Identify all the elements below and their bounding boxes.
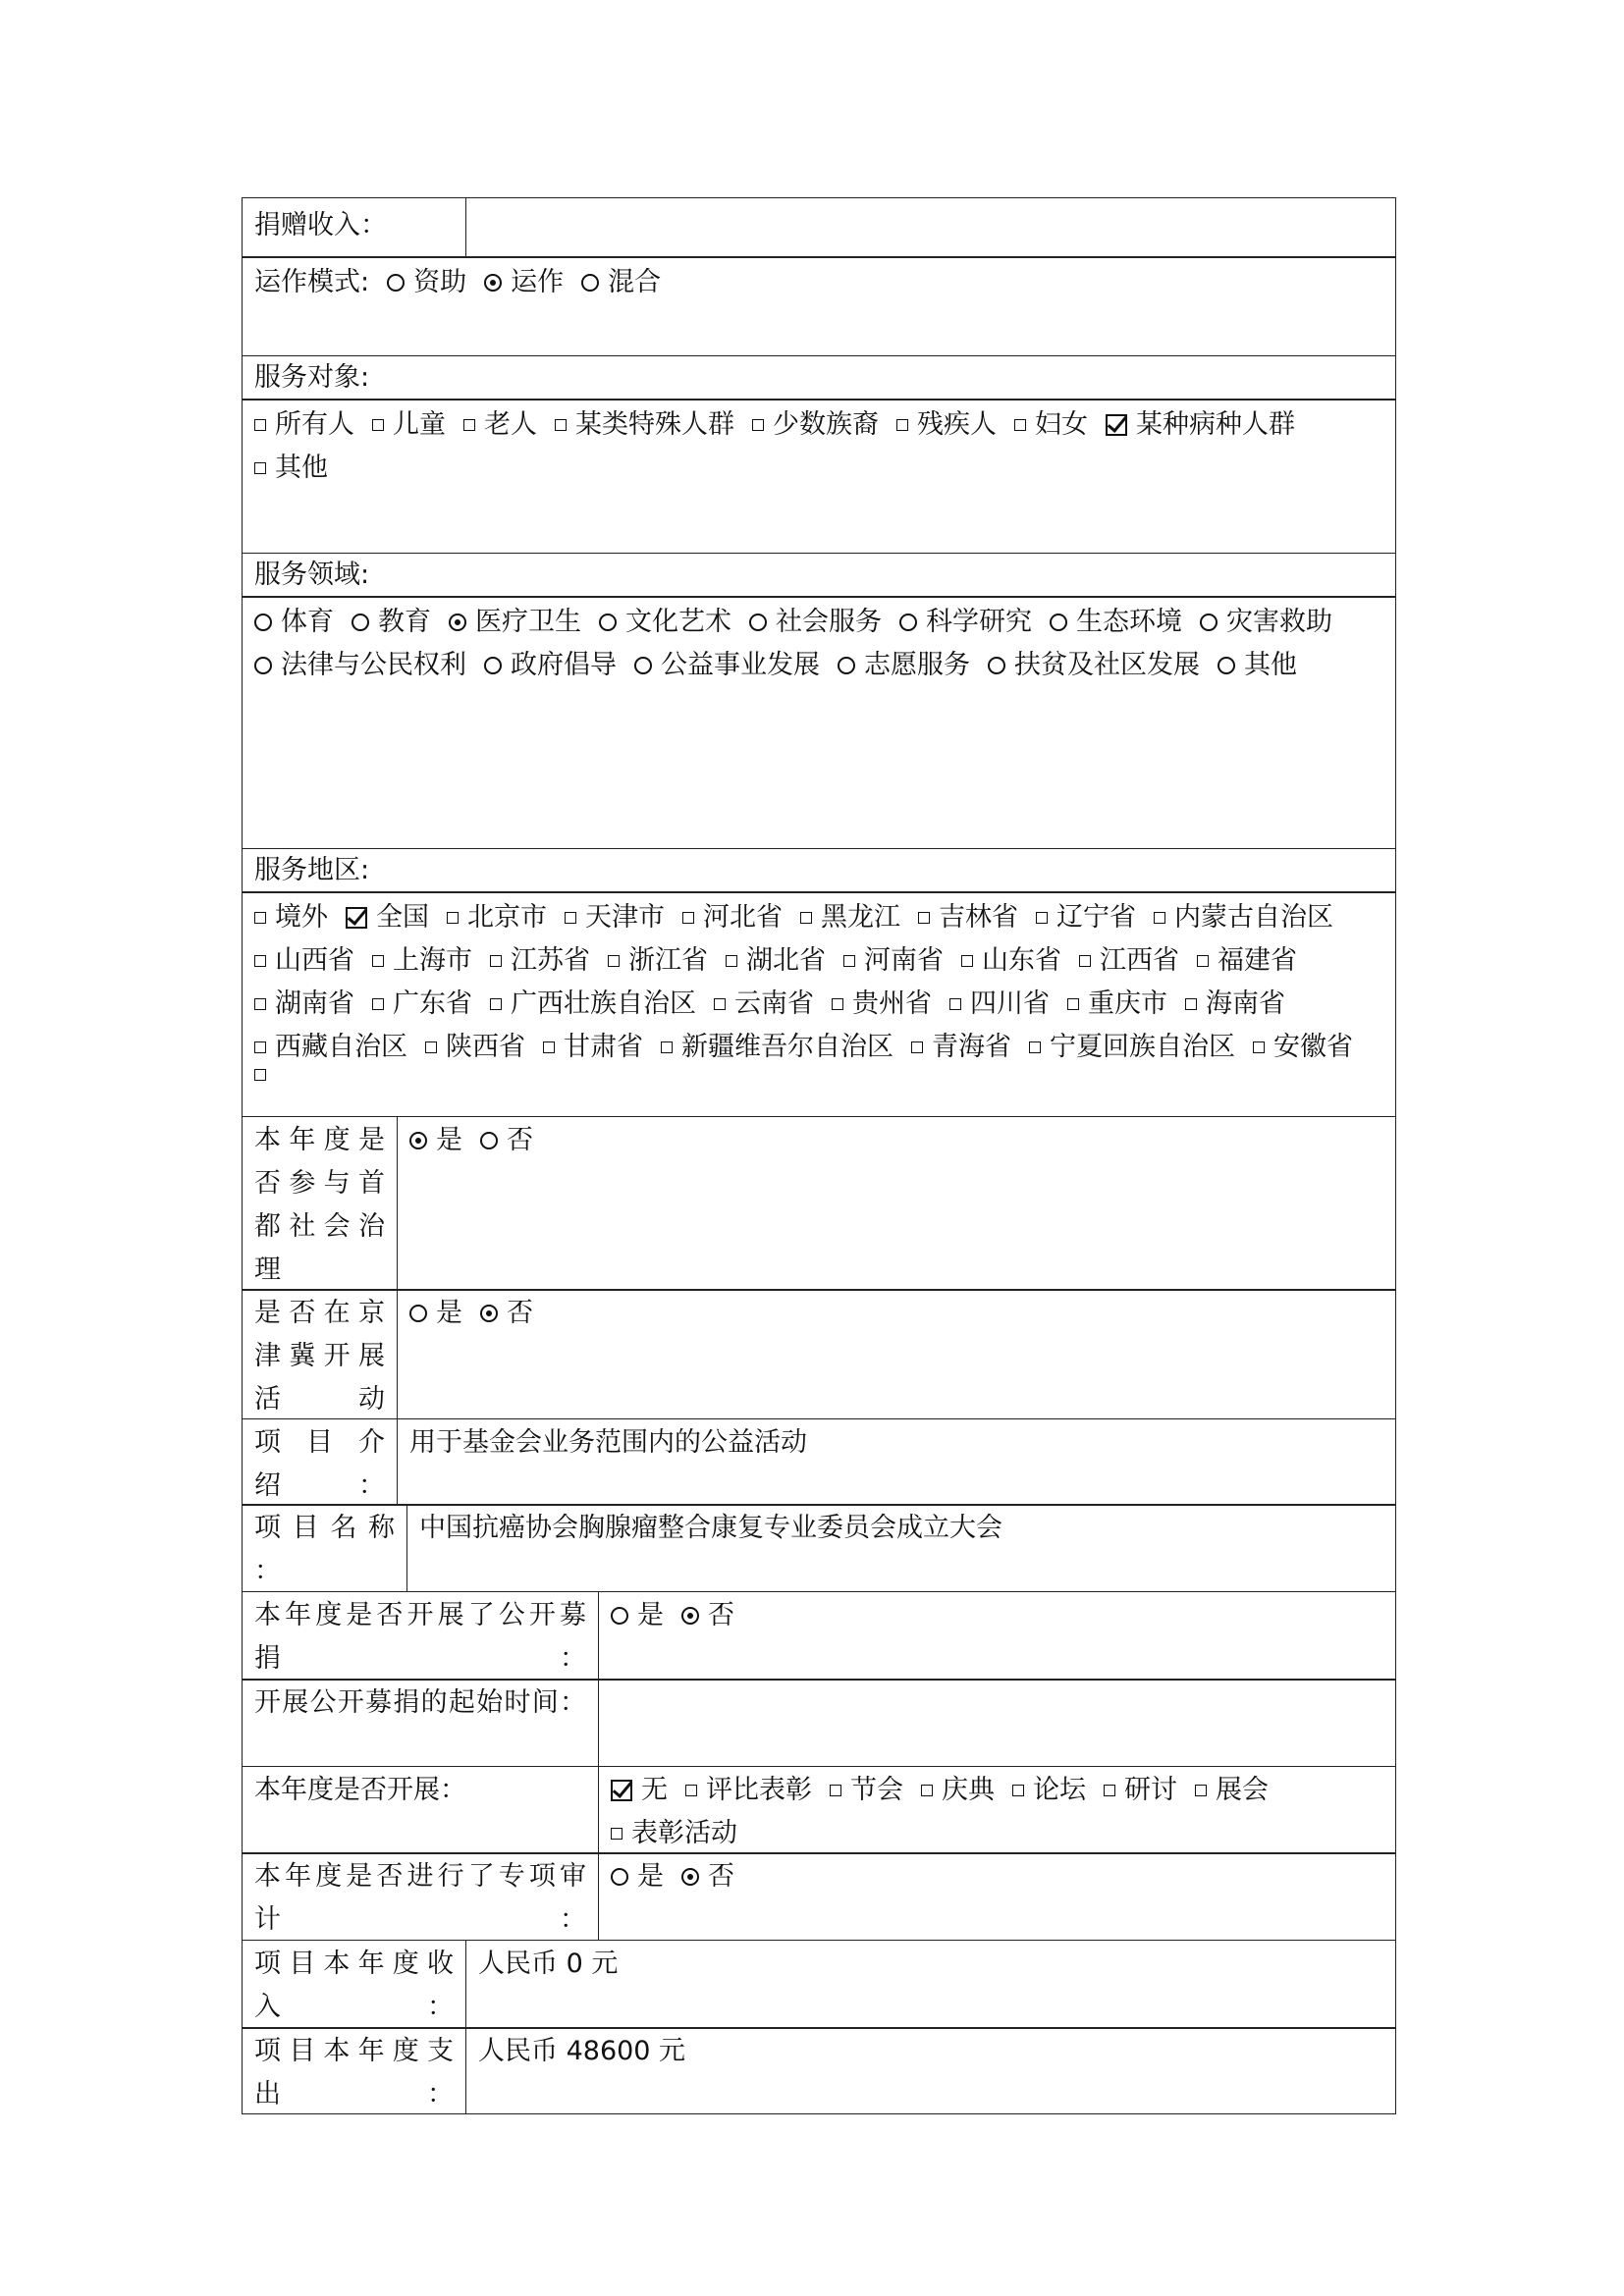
jingjinji-label: 是否在京津冀开展活动: [254, 1298, 385, 1415]
service-region-option[interactable]: [714, 983, 814, 1026]
project-intro-value[interactable]: 用于基金会业务范围内的公益活动: [397, 1419, 1395, 1505]
radio-icon[interactable]: [988, 657, 1005, 674]
radio-icon[interactable]: [480, 1305, 498, 1322]
service-field-option[interactable]: [899, 601, 1032, 644]
option-label: 全国: [376, 902, 429, 933]
service-region-option[interactable]: [425, 1026, 525, 1069]
radio-icon[interactable]: [634, 657, 652, 674]
checkbox-icon[interactable]: [800, 912, 812, 924]
option-label: 论坛: [1033, 1774, 1086, 1805]
checkbox-icon[interactable]: [254, 1069, 266, 1081]
jingjinji-option[interactable]: [480, 1292, 533, 1335]
row-project-income: [242, 1940, 1396, 2029]
option-label: 表彰活动: [631, 1817, 737, 1848]
option-label: 所有人: [275, 409, 354, 440]
option-label: 浙江省: [628, 945, 708, 976]
checkbox-icon[interactable]: [254, 998, 266, 1010]
checkbox-icon[interactable]: [611, 1780, 632, 1801]
option-label: 社会服务: [776, 607, 882, 637]
radio-icon[interactable]: [611, 1868, 628, 1886]
row-public-fundraising: [242, 1591, 1396, 1681]
checkbox-icon[interactable]: [832, 998, 843, 1010]
row-fundraising-start: [242, 1679, 1396, 1767]
public-fundraising-option[interactable]: [611, 1594, 664, 1637]
service-region-option[interactable]: [565, 896, 665, 939]
radio-icon[interactable]: [480, 1132, 498, 1149]
service-region-option[interactable]: [843, 939, 944, 983]
service-field-option[interactable]: [1200, 601, 1332, 644]
checkbox-icon[interactable]: [1012, 1785, 1024, 1796]
option-label: 法律与公民权利: [281, 650, 466, 680]
option-label: 教育: [378, 607, 431, 637]
checkbox-icon[interactable]: [254, 912, 266, 924]
checkbox-icon[interactable]: [425, 1041, 437, 1053]
service-target-option[interactable]: [752, 403, 879, 447]
option-label: 西藏自治区: [275, 1032, 407, 1062]
service-region-option[interactable]: [254, 939, 354, 983]
radio-icon[interactable]: [254, 614, 272, 631]
checkbox-icon[interactable]: [1104, 1785, 1115, 1796]
service-target-label: 服务对象:: [254, 361, 370, 393]
option-label: 是: [436, 1298, 462, 1328]
radio-icon[interactable]: [409, 1305, 427, 1322]
option-label: 甘肃省: [564, 1032, 643, 1062]
option-label: 江苏省: [511, 945, 590, 976]
row-service-target: [242, 399, 1396, 554]
activities-option[interactable]: [611, 1812, 737, 1855]
service-region-option[interactable]: [911, 1026, 1011, 1069]
service-region-option[interactable]: [254, 1069, 275, 1081]
option-label: 否: [507, 1298, 533, 1328]
service-region-option[interactable]: [543, 1026, 643, 1069]
checkbox-icon[interactable]: [1106, 414, 1127, 436]
operation-mode-options: [254, 261, 1383, 304]
special-audit-option[interactable]: [681, 1855, 734, 1898]
special-audit-radio-group: [611, 1855, 1383, 1898]
capital-governance-label: 本年度是否参与首都社会治理: [254, 1124, 385, 1285]
fundraising-start-label: 开展公开募捐的起始时间：: [254, 1687, 586, 1718]
service-field-label: 服务领域:: [254, 559, 370, 590]
option-label: 庆典: [942, 1774, 995, 1805]
option-label: 展会: [1216, 1774, 1269, 1805]
checkbox-icon[interactable]: [372, 419, 384, 431]
option-label: 医疗卫生: [475, 607, 581, 637]
option-label: 其他: [275, 453, 328, 483]
checkbox-icon[interactable]: [1036, 912, 1048, 924]
option-label: 体育: [281, 607, 334, 637]
radio-icon[interactable]: [449, 614, 466, 631]
service-field-option[interactable]: [838, 644, 970, 687]
service-region-option[interactable]: [608, 939, 708, 983]
option-label: 境外: [275, 902, 328, 933]
option-label: 否: [708, 1599, 734, 1630]
checkbox-icon[interactable]: [921, 1785, 933, 1796]
checkbox-icon[interactable]: [463, 419, 475, 431]
report-form: [242, 198, 1396, 2114]
checkbox-icon[interactable]: [555, 419, 567, 431]
service-region-option[interactable]: [490, 983, 696, 1026]
activities-option[interactable]: [921, 1769, 995, 1812]
row-special-audit: [242, 1852, 1396, 1941]
radio-icon[interactable]: [838, 657, 855, 674]
checkbox-icon[interactable]: [661, 1041, 673, 1053]
checkbox-icon[interactable]: [490, 998, 502, 1010]
fundraising-start-value[interactable]: [598, 1680, 1395, 1766]
service-region-option[interactable]: [1079, 939, 1179, 983]
option-label: 评比表彰: [706, 1774, 812, 1805]
service-region-option[interactable]: [1036, 896, 1136, 939]
project-intro-label: 项 目 介 绍：: [254, 1426, 385, 1501]
radio-icon[interactable]: [599, 614, 617, 631]
operation-mode-cell: [243, 257, 1395, 355]
service-target-option[interactable]: [1106, 403, 1295, 447]
option-label: 天津市: [585, 902, 665, 933]
service-region-option[interactable]: [800, 896, 900, 939]
service-region-option[interactable]: [447, 896, 547, 939]
radio-icon[interactable]: [681, 1607, 699, 1625]
service-region-option[interactable]: [961, 939, 1061, 983]
checkbox-icon[interactable]: [1067, 998, 1079, 1010]
checkbox-icon[interactable]: [372, 955, 384, 967]
activities-option[interactable]: [830, 1769, 903, 1812]
row-jingjinji: [242, 1289, 1396, 1419]
row-project-name: [242, 1504, 1396, 1592]
option-label: 科学研究: [926, 607, 1032, 637]
radio-icon[interactable]: [484, 274, 502, 292]
service-region-option[interactable]: [254, 1026, 407, 1069]
operation-mode-radio-group: [387, 261, 661, 304]
checkbox-icon[interactable]: [1014, 419, 1026, 431]
option-label: 文化艺术: [625, 607, 731, 637]
service-target-option[interactable]: [254, 403, 354, 447]
service-region-option[interactable]: [1154, 896, 1333, 939]
option-label: 公益事业发展: [661, 650, 820, 680]
option-label: 妇女: [1035, 409, 1088, 440]
option-label: 河南省: [864, 945, 944, 976]
capital-governance-option[interactable]: [409, 1119, 462, 1162]
option-label: 青海省: [932, 1032, 1011, 1062]
checkbox-icon[interactable]: [346, 907, 367, 929]
option-label: 混合: [608, 267, 662, 297]
radio-icon[interactable]: [387, 274, 405, 292]
option-label: 广西壮族自治区: [511, 988, 696, 1019]
public-fundraising-radio-group: [611, 1594, 1383, 1637]
donation-income-value[interactable]: [465, 198, 1395, 257]
service-region-option[interactable]: [254, 896, 328, 939]
service-region-option[interactable]: [832, 983, 932, 1026]
option-label: 湖北省: [746, 945, 826, 976]
checkbox-icon[interactable]: [254, 1041, 266, 1053]
service-target-cell: [243, 400, 1395, 553]
service-target-option[interactable]: [555, 403, 734, 447]
row-project-intro: [242, 1418, 1396, 1506]
activities-option[interactable]: [685, 1769, 812, 1812]
option-label: 生态环境: [1076, 607, 1182, 637]
service-region-option[interactable]: [682, 896, 783, 939]
option-label: 运作: [511, 267, 565, 297]
option-label: 山东省: [982, 945, 1061, 976]
checkbox-icon[interactable]: [682, 912, 694, 924]
operation-mode-option[interactable]: [581, 261, 661, 304]
service-field-option[interactable]: [254, 601, 334, 644]
service-region-option[interactable]: [1185, 983, 1285, 1026]
service-region-option[interactable]: [254, 983, 354, 1026]
capital-governance-option[interactable]: [480, 1119, 533, 1162]
radio-icon[interactable]: [899, 614, 917, 631]
checkbox-icon[interactable]: [918, 912, 930, 924]
service-field-option[interactable]: [352, 601, 431, 644]
option-label: 志愿服务: [864, 650, 970, 680]
checkbox-icon[interactable]: [961, 955, 973, 967]
checkbox-icon[interactable]: [1195, 1785, 1207, 1796]
option-label: 儿童: [393, 409, 446, 440]
radio-icon[interactable]: [1218, 657, 1235, 674]
service-field-option[interactable]: [449, 601, 581, 644]
activities-option[interactable]: [1012, 1769, 1086, 1812]
service-field-option[interactable]: [1218, 644, 1297, 687]
service-region-label: 服务地区:: [254, 854, 370, 885]
option-label: 四川省: [970, 988, 1050, 1019]
service-region-option[interactable]: [1197, 939, 1297, 983]
project-income-label: 项目本年度收入：: [254, 1948, 454, 2022]
option-label: 辽宁省: [1056, 902, 1136, 933]
radio-icon[interactable]: [581, 274, 599, 292]
option-label: 湖南省: [275, 988, 354, 1019]
service-field-option[interactable]: [599, 601, 731, 644]
service-region-option[interactable]: [1029, 1026, 1235, 1069]
option-label: 其他: [1244, 650, 1297, 680]
service-region-option[interactable]: [490, 939, 590, 983]
radio-icon[interactable]: [749, 614, 767, 631]
option-label: 资助: [413, 267, 467, 297]
service-region-cell: [243, 892, 1395, 1116]
capital-governance-value: [397, 1117, 1395, 1290]
service-field-option[interactable]: [1050, 601, 1182, 644]
operation-mode-option[interactable]: [484, 261, 564, 304]
service-region-option[interactable]: [372, 939, 472, 983]
service-target-option[interactable]: [463, 403, 537, 447]
row-donation-income: [242, 197, 1396, 258]
row-project-expense: [242, 2027, 1396, 2114]
public-fundraising-value: [598, 1592, 1395, 1680]
option-label: 山西省: [275, 945, 354, 976]
row-service-field-label: [242, 553, 1396, 598]
checkbox-icon[interactable]: [608, 955, 620, 967]
option-label: 研讨: [1124, 1774, 1177, 1805]
checkbox-icon[interactable]: [949, 998, 961, 1010]
checkbox-icon[interactable]: [372, 998, 384, 1010]
service-region-option[interactable]: [1067, 983, 1167, 1026]
service-field-option[interactable]: [634, 644, 820, 687]
option-label: 内蒙古自治区: [1174, 902, 1333, 933]
option-label: 安徽省: [1273, 1032, 1353, 1062]
checkbox-icon[interactable]: [1029, 1041, 1041, 1053]
activities-checkbox-group: [611, 1769, 1383, 1855]
radio-icon[interactable]: [484, 657, 502, 674]
activities-option[interactable]: [1104, 1769, 1177, 1812]
service-region-option[interactable]: [1253, 1026, 1353, 1069]
checkbox-icon[interactable]: [1079, 955, 1091, 967]
row-service-target-label: [242, 355, 1396, 400]
project-income-value[interactable]: 人民币 0 元: [465, 1941, 1395, 2028]
radio-icon[interactable]: [681, 1868, 699, 1886]
option-label: 黑龙江: [821, 902, 900, 933]
option-label: 云南省: [734, 988, 814, 1019]
service-target-checkbox-group: [254, 403, 1383, 490]
option-label: 否: [507, 1124, 533, 1155]
operation-mode-option[interactable]: [387, 261, 466, 304]
checkbox-icon[interactable]: [1253, 1041, 1265, 1053]
project-name-value[interactable]: 中国抗癌协会胸腺瘤整合康复专业委员会成立大会: [406, 1505, 1395, 1591]
checkbox-icon[interactable]: [843, 955, 855, 967]
service-target-option[interactable]: [372, 403, 446, 447]
option-label: 重庆市: [1088, 988, 1167, 1019]
checkbox-icon[interactable]: [830, 1785, 841, 1796]
option-label: 海南省: [1206, 988, 1285, 1019]
option-label: 否: [708, 1861, 734, 1892]
option-label: 节会: [850, 1774, 903, 1805]
checkbox-icon[interactable]: [726, 955, 737, 967]
option-label: 宁夏回族自治区: [1050, 1032, 1235, 1062]
service-region-option[interactable]: [949, 983, 1050, 1026]
option-label: 吉林省: [939, 902, 1018, 933]
jingjinji-option[interactable]: [409, 1292, 462, 1335]
service-field-option[interactable]: [749, 601, 882, 644]
option-label: 无: [641, 1774, 668, 1805]
activities-option[interactable]: [611, 1769, 668, 1812]
activities-value: [598, 1767, 1395, 1853]
checkbox-icon[interactable]: [565, 912, 576, 924]
radio-icon[interactable]: [611, 1607, 628, 1625]
option-label: 某种病种人群: [1136, 409, 1295, 440]
option-label: 是: [637, 1861, 664, 1892]
public-fundraising-label: 本年度是否开展了公开募捐：: [254, 1599, 586, 1674]
option-label: 是: [637, 1599, 664, 1630]
row-service-field: [242, 596, 1396, 849]
service-target-option[interactable]: [896, 403, 997, 447]
activities-label: 本年度是否开展：: [254, 1774, 466, 1805]
service-field-option[interactable]: [254, 644, 466, 687]
checkbox-icon[interactable]: [254, 462, 266, 474]
option-label: 广东省: [393, 988, 472, 1019]
service-field-option[interactable]: [484, 644, 617, 687]
checkbox-icon[interactable]: [254, 419, 266, 431]
option-label: 上海市: [393, 945, 472, 976]
option-label: 河北省: [703, 902, 783, 933]
option-label: 某类特殊人群: [575, 409, 734, 440]
service-field-radio-group: [254, 601, 1383, 687]
row-activities: [242, 1766, 1396, 1854]
checkbox-icon[interactable]: [685, 1785, 697, 1796]
option-label: 陕西省: [446, 1032, 525, 1062]
checkbox-icon[interactable]: [543, 1041, 555, 1053]
checkbox-icon[interactable]: [490, 955, 502, 967]
checkbox-icon[interactable]: [611, 1828, 623, 1840]
option-label: 贵州省: [852, 988, 932, 1019]
radio-icon[interactable]: [1050, 614, 1067, 631]
row-service-region-label: [242, 848, 1396, 893]
row-operation-mode: [242, 256, 1396, 356]
service-region-option[interactable]: [726, 939, 826, 983]
checkbox-icon[interactable]: [896, 419, 908, 431]
project-name-label: 项 目 名 称 ：: [254, 1513, 395, 1586]
radio-icon[interactable]: [352, 614, 369, 631]
service-field-cell: [243, 597, 1395, 848]
donation-income-label: 捐赠收入：: [254, 209, 387, 240]
service-region-option[interactable]: [661, 1026, 893, 1069]
jingjinji-radio-group: [409, 1292, 1383, 1335]
checkbox-icon[interactable]: [911, 1041, 923, 1053]
radio-icon[interactable]: [254, 657, 272, 674]
activities-option[interactable]: [1195, 1769, 1269, 1812]
service-region-option[interactable]: [372, 983, 472, 1026]
checkbox-icon[interactable]: [1185, 998, 1197, 1010]
option-label: 少数族裔: [773, 409, 879, 440]
option-label: 北京市: [467, 902, 547, 933]
option-label: 江西省: [1100, 945, 1179, 976]
service-target-option[interactable]: [254, 447, 328, 490]
public-fundraising-option[interactable]: [681, 1594, 734, 1637]
operation-mode-label: 运作模式:: [254, 267, 370, 297]
checkbox-icon[interactable]: [1154, 912, 1165, 924]
service-region-option[interactable]: [346, 896, 429, 939]
checkbox-icon[interactable]: [447, 912, 459, 924]
radio-icon[interactable]: [409, 1132, 427, 1149]
row-capital-governance: [242, 1116, 1396, 1291]
capital-governance-radio-group: [409, 1119, 1383, 1162]
service-field-option[interactable]: [988, 644, 1200, 687]
option-label: 老人: [484, 409, 537, 440]
project-expense-label: 项目本年度支出：: [254, 2036, 454, 2109]
service-region-checkbox-group: [254, 896, 1383, 1081]
service-target-option[interactable]: [1014, 403, 1088, 447]
radio-icon[interactable]: [1200, 614, 1218, 631]
checkbox-icon[interactable]: [254, 955, 266, 967]
option-label: 福建省: [1218, 945, 1297, 976]
option-label: 新疆维吾尔自治区: [681, 1032, 893, 1062]
row-service-region: [242, 891, 1396, 1117]
checkbox-icon[interactable]: [752, 419, 764, 431]
option-label: 是: [436, 1124, 462, 1155]
option-label: 政府倡导: [511, 650, 617, 680]
option-label: 灾害救助: [1226, 607, 1332, 637]
project-expense-value[interactable]: 人民币 48600 元: [465, 2028, 1395, 2113]
service-region-option[interactable]: [918, 896, 1018, 939]
special-audit-option[interactable]: [611, 1855, 664, 1898]
special-audit-value: [598, 1853, 1395, 1940]
checkbox-icon[interactable]: [714, 998, 726, 1010]
option-label: 扶贫及社区发展: [1014, 650, 1200, 680]
jingjinji-value: [397, 1290, 1395, 1418]
option-label: 残疾人: [917, 409, 997, 440]
checkbox-icon[interactable]: [1197, 955, 1209, 967]
special-audit-label: 本年度是否进行了专项审计：: [254, 1861, 586, 1935]
